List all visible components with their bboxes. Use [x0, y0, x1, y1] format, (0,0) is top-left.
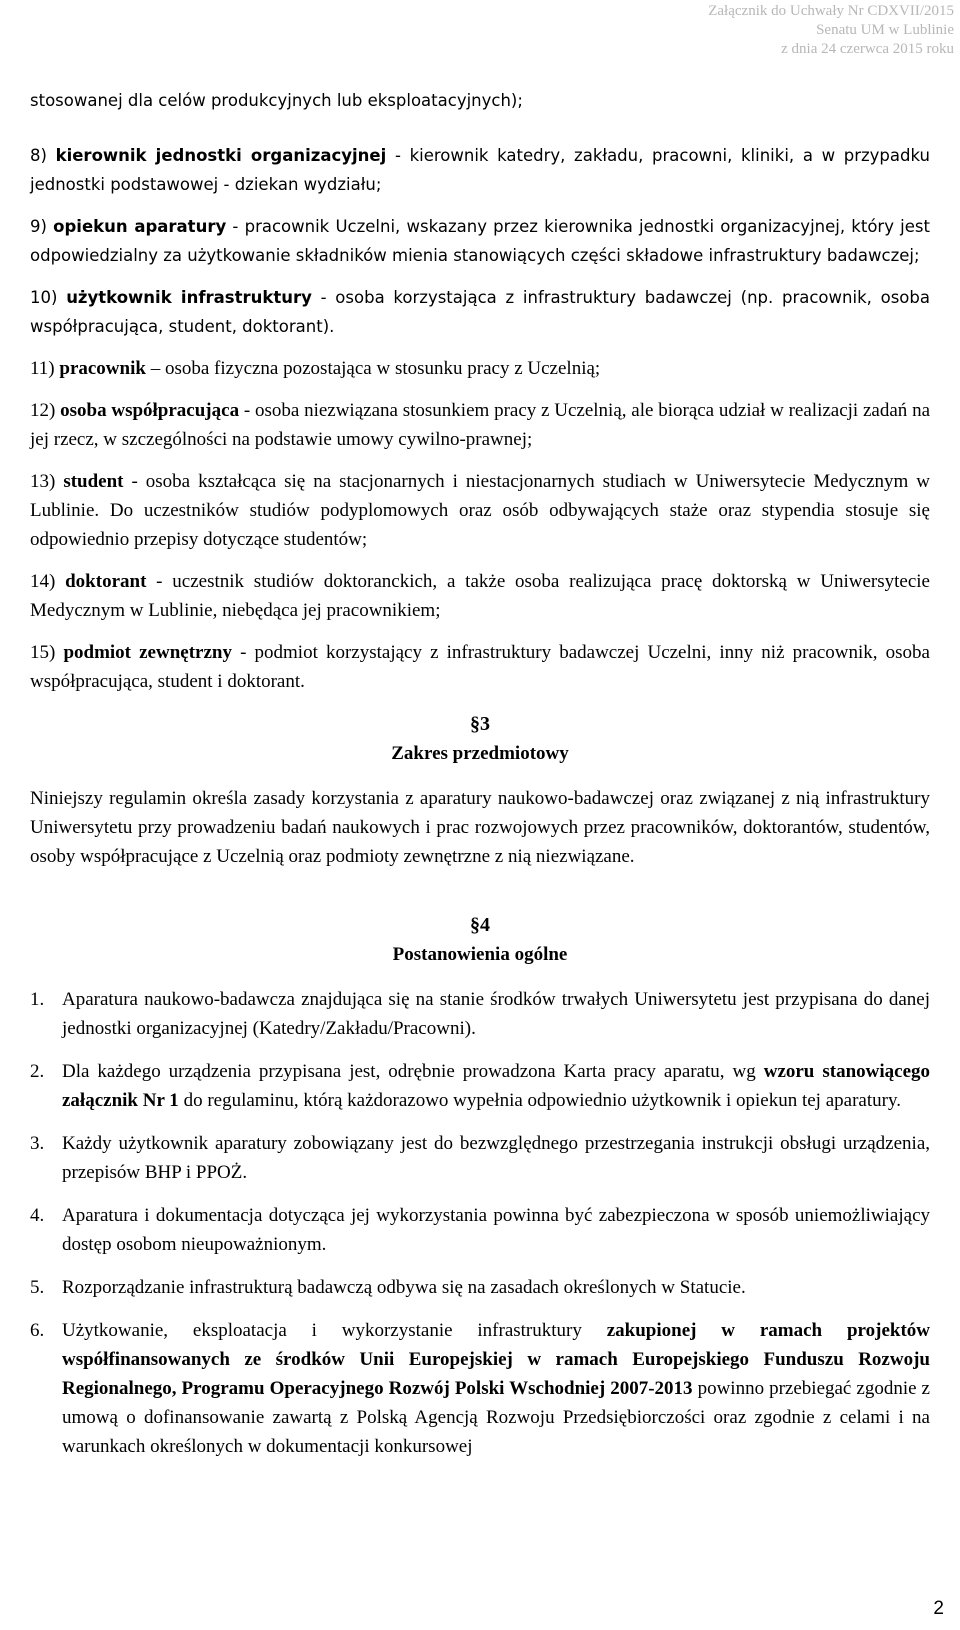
- list-item-text: [62, 1316, 930, 1461]
- list-item-text: Aparatura i dokumentacja dotycząca jej wykorzystania powinna być zabezpieczona w sposób uniemożliwiający dostęp osobom nieupoważnionym.: [62, 1205, 930, 1255]
- list-item-text: Każdy użytkownik aparatury zobowiązany jest do bezwzględnego przestrzegania instrukcji obsługi urządzenia, przepisów BHP i PPOŻ.: [62, 1133, 930, 1183]
- definition-text: - pracownik Uczelni, wskazany przez kierownika jednostki organizacyjnej, który jest odpowiedzialny za użytkowanie składników mienia stanowiących części składowe infrastruktury badawczej;: [30, 217, 930, 265]
- definition-10: [30, 283, 930, 341]
- header-line-2: Senatu UM w Lublinie: [816, 22, 954, 38]
- definition-term: użytkownik infrastruktury: [66, 288, 312, 307]
- list-item-bold-part: zakupionej w ramach projektów współfinansowanych ze środków Unii Europejskiej w ramach Europejskiego Funduszu Rozwoju Regionalnego, Programu Operacyjnego Rozwój Polski Wschodniej 2007-2013: [62, 1320, 930, 1399]
- definition-term: doktorant: [65, 571, 147, 592]
- section-3-title: Zakres przedmiotowy: [391, 743, 569, 764]
- document-body: [30, 86, 930, 1475]
- definition-term: opiekun aparatury: [53, 217, 227, 236]
- definition-11: [30, 354, 930, 383]
- definition-9: [30, 212, 930, 270]
- list-item-text: Rozporządzanie infrastrukturą badawczą odbywa się na zasadach określonych w Statucie.: [62, 1277, 746, 1298]
- definition-number: 11): [30, 358, 55, 379]
- list-item-text: [62, 1057, 930, 1115]
- list-item-text-part: Użytkowanie, eksploatacja i wykorzystanie infrastruktury: [62, 1320, 607, 1341]
- definition-text: - podmiot korzystający z infrastruktury badawczej Uczelni, inny niż pracownik, osoba współpracująca, student i doktorant.: [30, 642, 930, 692]
- list-item-4: [30, 1201, 930, 1259]
- definitions-list: [30, 86, 930, 696]
- list-item-number: 5.: [30, 1277, 45, 1298]
- header-line-3: z dnia 24 czerwca 2015 roku: [781, 41, 954, 57]
- header-line-1: Załącznik do Uchwały Nr CDXVII/2015: [708, 3, 954, 19]
- definition-number: 8): [30, 146, 47, 165]
- list-item-number: 6.: [30, 1320, 45, 1341]
- list-item-3: [30, 1129, 930, 1187]
- definition-intro-tail: stosowanej dla celów produkcyjnych lub eksploatacyjnych);: [30, 91, 523, 110]
- definition-12: [30, 396, 930, 454]
- section-4-list: [30, 985, 930, 1461]
- definition-number: 14): [30, 571, 56, 592]
- definition-term: pracownik: [59, 358, 146, 379]
- list-item-number: 2.: [30, 1061, 45, 1082]
- definition-number: 13): [30, 471, 56, 492]
- section-4-title: Postanowienia ogólne: [392, 944, 568, 965]
- list-item-number: 3.: [30, 1133, 45, 1154]
- list-item-number: 1.: [30, 989, 45, 1010]
- list-item-text-part: powinno przebiegać zgodnie z umową o dofinansowanie zawartą z Polską Agencją Rozwoju Przedsiębiorczości oraz zgodnie z celami i na warunkach określonych w dokumentacji konkursowej: [62, 1378, 930, 1457]
- section-3-number: §3: [470, 713, 490, 735]
- page-number: 2: [933, 1598, 944, 1619]
- list-item-bold-part: wzoru stanowiącego załącznik Nr 1: [62, 1061, 930, 1111]
- page-header: [624, 2, 954, 59]
- list-item-6: [30, 1316, 930, 1461]
- definition-8: [30, 141, 930, 199]
- definition-number: 12): [30, 400, 56, 421]
- definition-number: 15): [30, 642, 56, 663]
- definition-term: kierownik jednostki organizacyjnej: [55, 146, 387, 165]
- definition-14: [30, 567, 930, 625]
- list-item-text-part: Dla każdego urządzenia przypisana jest, odrębnie prowadzona Karta pracy aparatu, wg: [62, 1061, 764, 1082]
- definition-text: - osoba niezwiązana stosunkiem pracy z Uczelnią, ale biorąca udział w realizacji zadań na jej rzecz, w szczególności na podstawie umowy cywilno-prawnej;: [30, 400, 931, 450]
- definition-text: – osoba fizyczna pozostająca w stosunku pracy z Uczelnią;: [145, 358, 601, 379]
- definition-text: - kierownik katedry, zakładu, pracowni, kliniki, a w przypadku jednostki podstawowej - dziekan wydziału;: [30, 146, 930, 194]
- definition-13: [30, 467, 930, 554]
- section-3-body: Niniejszy regulamin określa zasady korzystania z aparatury naukowo-badawczej oraz związanej z nią infrastruktury Uniwersytetu przy prowadzeniu badań naukowych i prac rozwojowych przez pracowników, doktorantów, studentów, osoby współpracujące z Uczelnią oraz podmioty zewnętrzne z nią niezwiązane.: [30, 788, 930, 867]
- definition-term: podmiot zewnętrzny: [63, 642, 232, 663]
- definition-text: - osoba korzystająca z infrastruktury badawczej (np. pracownik, osoba współpracująca, student, doktorant).: [30, 288, 930, 336]
- list-item-text-part: do regulaminu, którą każdorazowo wypełnia odpowiednio użytkownik i opiekun tej aparatury.: [178, 1090, 901, 1111]
- list-item-2: [30, 1057, 930, 1115]
- definition-15: [30, 638, 930, 696]
- definition-number: 10): [30, 288, 58, 307]
- list-item-number: 4.: [30, 1205, 45, 1226]
- list-item-1: [30, 985, 930, 1043]
- section-4-number: §4: [470, 914, 490, 936]
- list-item-5: [30, 1273, 930, 1302]
- list-item-text: Aparatura naukowo-badawcza znajdująca się na stanie środków trwałych Uniwersytetu jest przypisana do danej jednostki organizacyjnej (Katedry/Zakładu/Pracowni).: [62, 989, 930, 1039]
- definition-text: - osoba kształcąca się na stacjonarnych i niestacjonarnych studiach w Uniwersytecie Medycznym w Lublinie. Do uczestników studiów podyplomowych oraz osób odbywających staże oraz stypendia stosuje się odpowiednio przepisy dotyczące studentów;: [30, 471, 930, 550]
- definition-number: 9): [30, 217, 47, 236]
- definition-text: - uczestnik studiów doktoranckich, a także osoba realizująca pracę doktorską w Uniwersytecie Medycznym w Lublinie, niebędąca jej pracownikiem;: [30, 571, 930, 621]
- definition-term: student: [63, 471, 124, 492]
- definition-term: osoba współpracująca: [60, 400, 240, 421]
